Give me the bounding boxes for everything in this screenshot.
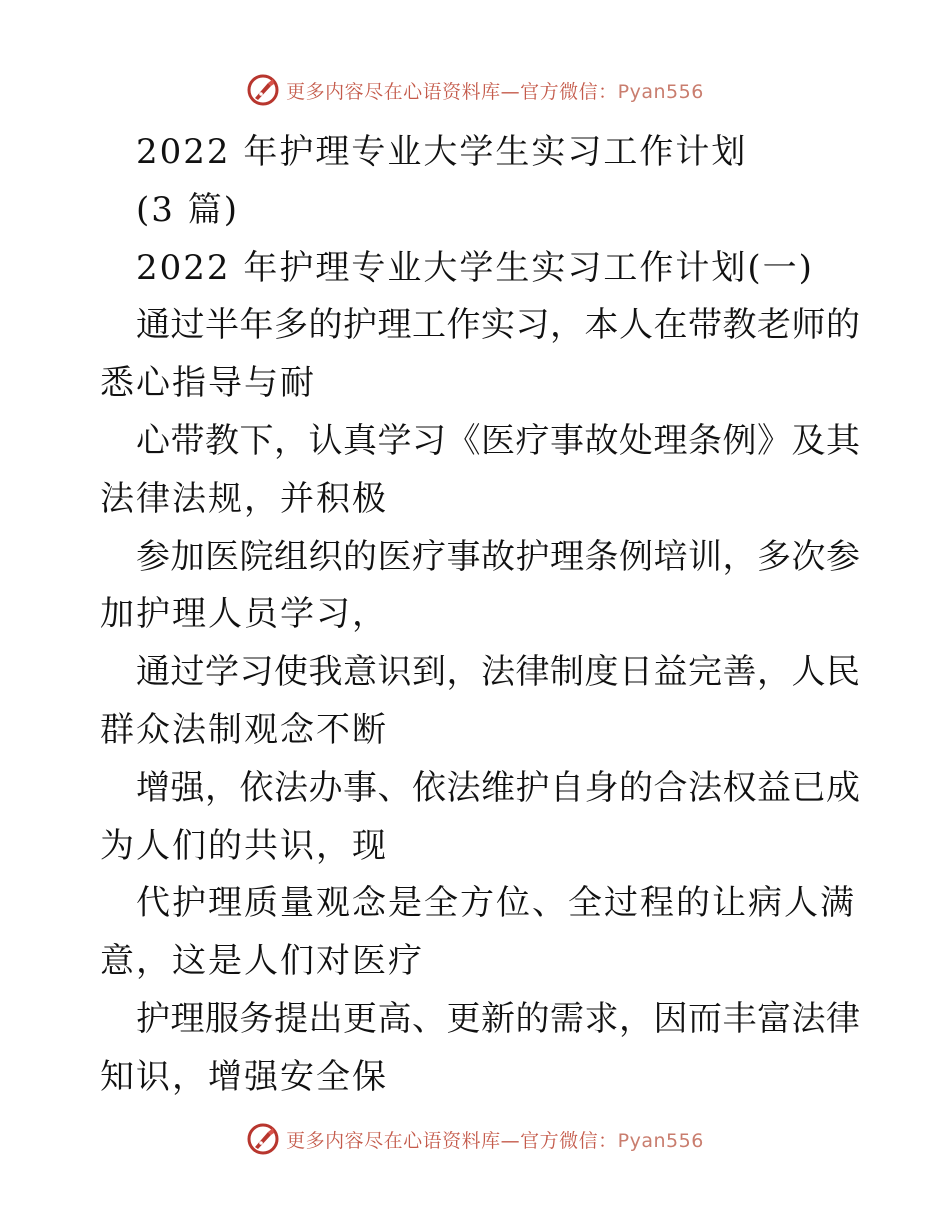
paragraph-line: 增强，依法办事、依法维护自身的合法权益已成: [136, 767, 860, 808]
paragraph-line: 法律法规，并积极: [100, 478, 388, 519]
paragraph-line: 悉心指导与耐: [100, 363, 316, 404]
banner-slogan: 更多内容尽在心语资料库—官方微信：: [286, 1129, 618, 1152]
paragraph-line: 知识，增强安全保: [100, 1056, 388, 1097]
doc-title-line-1: 2022 年护理专业大学生实习工作计划: [136, 132, 748, 172]
paragraph-line: 意，这是人们对医疗: [100, 941, 424, 982]
paragraph-line: 为人们的共识，现: [100, 825, 388, 866]
paragraph-line: 群众法制观念不断: [100, 709, 388, 750]
banner-text: [286, 1126, 704, 1153]
paragraph-line: 通过学习使我意识到，法律制度日益完善，人民: [136, 652, 860, 693]
banner-text: [286, 77, 704, 104]
footer-banner: [0, 1119, 950, 1159]
pen-nib-logo-icon: [246, 73, 280, 107]
paragraph-line: 护理服务提出更高、更新的需求，因而丰富法律: [136, 998, 860, 1039]
banner-wechat-id: Pyan556: [617, 80, 704, 103]
banner-wechat-id: Pyan556: [617, 1129, 704, 1152]
section-heading: 2022 年护理专业大学生实习工作计划(一): [136, 247, 814, 288]
paragraph-line: 通过半年多的护理工作实习，本人在带教老师的: [136, 305, 860, 346]
doc-title-line-2: (3 篇): [136, 189, 239, 230]
paragraph-line: 参加医院组织的医疗事故护理条例培训，多次参: [136, 536, 860, 577]
header-banner: [0, 70, 950, 110]
paragraph-line: 心带教下，认真学习《医疗事故处理条例》及其: [136, 420, 860, 461]
banner-slogan: 更多内容尽在心语资料库—官方微信：: [286, 80, 618, 103]
document-body: [100, 124, 860, 1107]
pen-nib-logo-icon: [246, 1122, 280, 1156]
paragraph-line: 代护理质量观念是全方位、全过程的让病人满: [136, 883, 856, 924]
paragraph-line: 加护理人员学习，: [100, 594, 388, 635]
